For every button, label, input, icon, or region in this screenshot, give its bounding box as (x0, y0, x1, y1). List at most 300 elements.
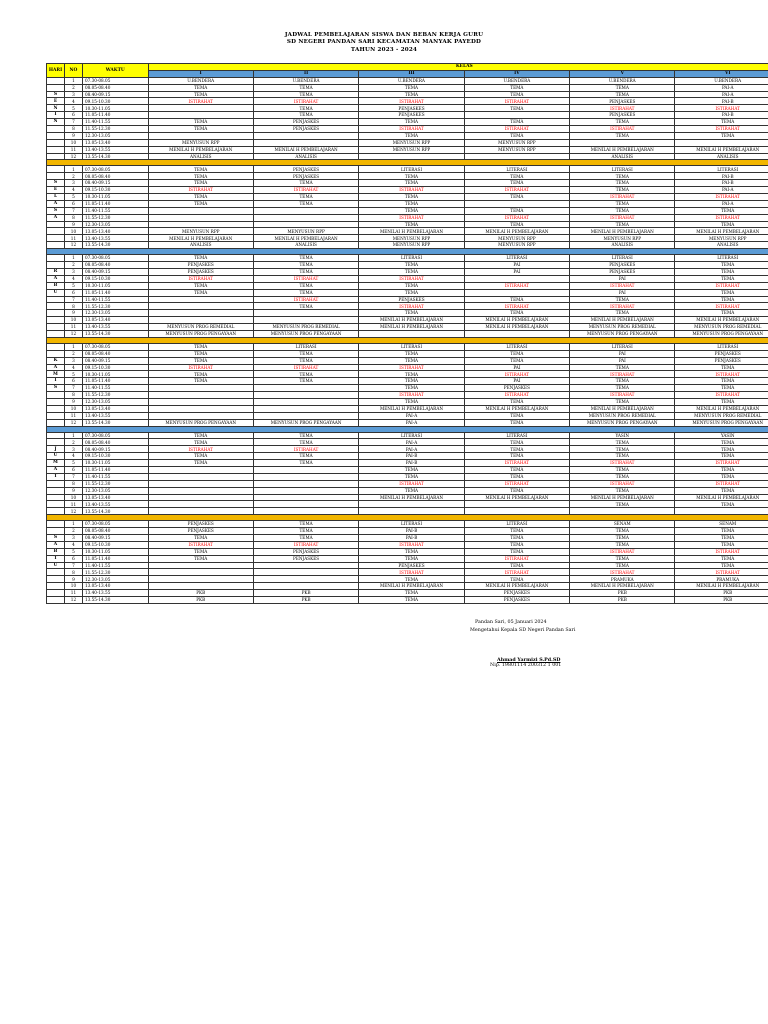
schedule-cell (148, 112, 253, 119)
day-letter (47, 576, 65, 583)
schedule-cell: TEMA (675, 487, 768, 494)
schedule-cell (253, 487, 358, 494)
schedule-cell: PENJASKES (570, 112, 675, 119)
schedule-cell: TEMA (675, 262, 768, 269)
schedule-cell: LITERASI (675, 343, 768, 350)
table-row (47, 317, 768, 324)
schedule-cell: U.BENDERA (148, 77, 253, 84)
period-number: 5 (64, 548, 82, 555)
schedule-cell (148, 562, 253, 569)
schedule-cell: MENILAI H PEMBELAJARAN (253, 235, 358, 242)
day-letter (47, 296, 65, 303)
period-time: 11.40-11.55 (82, 473, 148, 480)
schedule-cell: PAI-B (675, 173, 768, 180)
schedule-cell: PENJASKES (464, 385, 569, 392)
schedule-cell: ISTIRAHAT (570, 282, 675, 289)
schedule-cell: PENJASKES (359, 562, 464, 569)
period-time: 09.15-10.30 (82, 541, 148, 548)
schedule-cell: MENILAI H PEMBELAJARAN (359, 317, 464, 324)
schedule-cell (148, 132, 253, 139)
period-time: 11.55-12.30 (82, 214, 148, 221)
table-row (47, 180, 768, 187)
period-time: 07.30-08.05 (82, 432, 148, 439)
schedule-cell: TEMA (675, 398, 768, 405)
table-row (47, 112, 768, 119)
period-time: 12.30-13.05 (82, 132, 148, 139)
schedule-cell: MENILAI H PEMBELAJARAN (464, 228, 569, 235)
schedule-cell: ISTIRAHAT (359, 214, 464, 221)
table-row (47, 119, 768, 126)
period-number: 12 (64, 153, 82, 160)
table-row (47, 324, 768, 331)
schedule-cell (570, 508, 675, 515)
period-number: 4 (64, 541, 82, 548)
schedule-cell (253, 398, 358, 405)
schedule-cell: PRAMUKA (570, 576, 675, 583)
period-number: 7 (64, 296, 82, 303)
schedule-cell: PAI-B (359, 460, 464, 467)
schedule-cell: PAI-A (359, 419, 464, 426)
period-time: 13.55-14.30 (82, 419, 148, 426)
table-row (47, 535, 768, 542)
schedule-cell: SENAM (570, 521, 675, 528)
schedule-cell: ISTIRAHAT (359, 126, 464, 133)
schedule-cell: TEMA (253, 200, 358, 207)
schedule-cell: ANALISIS (253, 242, 358, 249)
schedule-cell: TEMA (464, 453, 569, 460)
schedule-cell: TEMA (359, 398, 464, 405)
schedule-cell: TEMA (464, 119, 569, 126)
table-row (47, 473, 768, 480)
schedule-cell: TEMA (148, 84, 253, 91)
period-time: 13.55-14.30 (82, 153, 148, 160)
period-number: 11 (64, 412, 82, 419)
schedule-cell (148, 583, 253, 590)
schedule-cell: ISTIRAHAT (675, 548, 768, 555)
period-number: 2 (64, 262, 82, 269)
schedule-cell: TEMA (464, 132, 569, 139)
table-row (47, 562, 768, 569)
schedule-cell: ISTIRAHAT (359, 364, 464, 371)
period-number: 12 (64, 330, 82, 337)
schedule-cell (359, 330, 464, 337)
schedule-cell (464, 275, 569, 282)
schedule-cell: U.BENDERA (359, 77, 464, 84)
period-number: 1 (64, 432, 82, 439)
schedule-cell: TEMA (464, 173, 569, 180)
period-number: 9 (64, 576, 82, 583)
schedule-cell (253, 385, 358, 392)
day-letter (47, 412, 65, 419)
schedule-cell (253, 412, 358, 419)
schedule-cell: TEMA (675, 207, 768, 214)
principal-name: Ahmad Yarmizi S.Pd.SD (497, 657, 561, 663)
schedule-cell: TEMA (359, 597, 464, 604)
schedule-cell: LITERASI (464, 166, 569, 173)
schedule-cell: MENYUSUN PROG PENGAYAAN (570, 419, 675, 426)
schedule-cell: TEMA (570, 180, 675, 187)
table-row (47, 583, 768, 590)
schedule-cell: ISTIRAHAT (464, 555, 569, 562)
schedule-cell: TEMA (253, 262, 358, 269)
schedule-cell: PAI-A (675, 84, 768, 91)
schedule-cell: LITERASI (359, 343, 464, 350)
schedule-cell: ISTIRAHAT (253, 541, 358, 548)
day-letter (47, 439, 65, 446)
day-letter: B (47, 282, 65, 289)
period-number: 6 (64, 289, 82, 296)
hari-header: HARI (47, 64, 65, 78)
schedule-cell: TEMA (675, 473, 768, 480)
period-time: 11.05-11.40 (82, 200, 148, 207)
schedule-cell: PENJASKES (359, 296, 464, 303)
day-letter (47, 262, 65, 269)
schedule-cell: TEMA (359, 84, 464, 91)
schedule-cell: PRAMUKA (675, 576, 768, 583)
class-header-4: IV (464, 70, 569, 77)
schedule-cell: PENJASKES (675, 357, 768, 364)
period-time: 12.30-13.05 (82, 221, 148, 228)
period-number: 5 (64, 282, 82, 289)
schedule-cell: TEMA (359, 590, 464, 597)
period-time: 11.05-11.40 (82, 378, 148, 385)
period-number: 10 (64, 494, 82, 501)
schedule-cell: MENYUSUN RPP (148, 228, 253, 235)
day-letter (47, 330, 65, 337)
schedule-cell: MENILAI H PEMBELAJARAN (148, 146, 253, 153)
schedule-cell: PAI (464, 268, 569, 275)
schedule-cell: TEMA (675, 268, 768, 275)
schedule-cell: TEMA (148, 289, 253, 296)
day-letter (47, 398, 65, 405)
period-time: 13.40-13.55 (82, 146, 148, 153)
day-letter (47, 521, 65, 528)
day-letter (47, 173, 65, 180)
schedule-cell: TEMA (359, 310, 464, 317)
day-letter: U (47, 289, 65, 296)
day-letter (47, 139, 65, 146)
period-time: 09.15-10.30 (82, 453, 148, 460)
period-time: 13.40-13.55 (82, 501, 148, 508)
schedule-cell: TEMA (253, 255, 358, 262)
table-row (47, 343, 768, 350)
schedule-cell: MENILAI H PEMBELAJARAN (359, 405, 464, 412)
schedule-cell (253, 480, 358, 487)
day-letter: S (47, 207, 65, 214)
schedule-cell: PAI-A (675, 91, 768, 98)
day-letter: A (47, 275, 65, 282)
period-number: 6 (64, 555, 82, 562)
schedule-cell (253, 132, 358, 139)
day-letter (47, 432, 65, 439)
day-letter: S (47, 385, 65, 392)
schedule-cell: TEMA (570, 487, 675, 494)
period-time: 08.40-09.15 (82, 180, 148, 187)
schedule-cell: ISTIRAHAT (675, 282, 768, 289)
schedule-cell: ISTIRAHAT (253, 275, 358, 282)
schedule-cell: ISTIRAHAT (148, 98, 253, 105)
schedule-cell: ISTIRAHAT (253, 296, 358, 303)
schedule-cell: TEMA (148, 378, 253, 385)
period-number: 4 (64, 453, 82, 460)
schedule-cell: TEMA (675, 501, 768, 508)
schedule-cell: PAI-B (359, 528, 464, 535)
schedule-cell (253, 473, 358, 480)
schedule-cell: TEMA (570, 378, 675, 385)
period-number: 12 (64, 597, 82, 604)
schedule-cell: TEMA (253, 112, 358, 119)
period-number: 4 (64, 364, 82, 371)
table-row (47, 228, 768, 235)
table-row (47, 139, 768, 146)
table-row (47, 350, 768, 357)
table-row (47, 439, 768, 446)
schedule-cell: ISTIRAHAT (359, 541, 464, 548)
schedule-cell: MENILAI H PEMBELAJARAN (675, 583, 768, 590)
schedule-cell: TEMA (570, 439, 675, 446)
schedule-cell: TEMA (464, 562, 569, 569)
table-row (47, 207, 768, 214)
day-letter: E (47, 187, 65, 194)
period-time: 13.05-13.40 (82, 405, 148, 412)
day-letter: M (47, 371, 65, 378)
schedule-cell: LITERASI (675, 255, 768, 262)
schedule-cell: ISTIRAHAT (148, 541, 253, 548)
schedule-cell: TEMA (464, 473, 569, 480)
schedule-cell: PAI-B (675, 112, 768, 119)
schedule-cell: MENYUSUN RPP (253, 228, 358, 235)
period-number: 10 (64, 317, 82, 324)
day-letter (47, 166, 65, 173)
schedule-cell: MENILAI H PEMBELAJARAN (253, 146, 358, 153)
schedule-cell: PKB (253, 590, 358, 597)
schedule-cell (148, 487, 253, 494)
schedule-cell: TEMA (359, 487, 464, 494)
period-time: 11.55-12.30 (82, 569, 148, 576)
period-number: 1 (64, 343, 82, 350)
schedule-cell: MENYUSUN PROG REMEDIAL (570, 324, 675, 331)
schedule-cell: PAI (464, 262, 569, 269)
day-letter (47, 494, 65, 501)
schedule-cell (359, 501, 464, 508)
schedule-cell (253, 214, 358, 221)
period-number: 2 (64, 350, 82, 357)
period-number: 7 (64, 119, 82, 126)
table-row (47, 357, 768, 364)
day-letter (47, 317, 65, 324)
period-time: 10.30-11.05 (82, 194, 148, 201)
period-number: 3 (64, 180, 82, 187)
schedule-cell: MENILAI H PEMBELAJARAN (675, 405, 768, 412)
schedule-cell (148, 501, 253, 508)
schedule-cell: ISTIRAHAT (570, 126, 675, 133)
period-time: 08.05-08.40 (82, 439, 148, 446)
schedule-cell: ISTIRAHAT (253, 446, 358, 453)
table-row (47, 268, 768, 275)
schedule-cell: TEMA (570, 528, 675, 535)
schedule-cell: TEMA (253, 460, 358, 467)
schedule-cell: TEMA (359, 173, 464, 180)
period-number: 1 (64, 77, 82, 84)
schedule-cell: ISTIRAHAT (359, 480, 464, 487)
schedule-cell: TEMA (359, 119, 464, 126)
period-time: 10.30-11.05 (82, 460, 148, 467)
period-time: 08.05-08.40 (82, 262, 148, 269)
schedule-cell: TEMA (359, 262, 464, 269)
schedule-cell: TEMA (253, 268, 358, 275)
schedule-cell: MENYUSUN RPP (359, 146, 464, 153)
schedule-cell: ISTIRAHAT (570, 371, 675, 378)
period-time: 11.05-11.40 (82, 289, 148, 296)
schedule-cell: TEMA (570, 207, 675, 214)
schedule-cell: ISTIRAHAT (464, 371, 569, 378)
period-number: 3 (64, 357, 82, 364)
schedule-cell: TEMA (675, 528, 768, 535)
schedule-cell: TEMA (148, 350, 253, 357)
period-number: 5 (64, 105, 82, 112)
period-time: 09.15-10.30 (82, 275, 148, 282)
schedule-cell: TEMA (464, 535, 569, 542)
period-time: 13.40-13.55 (82, 412, 148, 419)
schedule-cell (253, 466, 358, 473)
schedule-cell: TEMA (148, 555, 253, 562)
schedule-cell: TEMA (148, 255, 253, 262)
schedule-cell: SENAM (675, 521, 768, 528)
table-row (47, 303, 768, 310)
schedule-cell: TEMA (675, 275, 768, 282)
schedule-cell: PENJASKES (148, 268, 253, 275)
schedule-cell: MENYUSUN RPP (464, 139, 569, 146)
schedule-cell: PENJASKES (148, 528, 253, 535)
day-letter (47, 392, 65, 399)
table-row (47, 187, 768, 194)
table-row (47, 84, 768, 91)
schedule-cell: TEMA (359, 378, 464, 385)
schedule-cell: LITERASI (253, 343, 358, 350)
period-number: 10 (64, 139, 82, 146)
schedule-cell: TEMA (675, 221, 768, 228)
period-number: 11 (64, 235, 82, 242)
schedule-cell: ANALISIS (148, 153, 253, 160)
schedule-cell: TEMA (359, 207, 464, 214)
day-letter: A (47, 364, 65, 371)
schedule-cell: PENJASKES (570, 98, 675, 105)
period-time: 08.40-09.15 (82, 91, 148, 98)
table-row (47, 576, 768, 583)
schedule-cell: TEMA (359, 132, 464, 139)
period-time: 12.30-13.05 (82, 576, 148, 583)
schedule-cell: TEMA (464, 548, 569, 555)
day-letter: S (47, 180, 65, 187)
schedule-cell: TEMA (148, 282, 253, 289)
schedule-cell: TEMA (359, 91, 464, 98)
class-header-5: V (570, 70, 675, 77)
schedule-cell: TEMA (148, 126, 253, 133)
period-number: 11 (64, 501, 82, 508)
schedule-cell (148, 412, 253, 419)
table-row (47, 98, 768, 105)
period-time: 07.30-08.05 (82, 521, 148, 528)
table-row (47, 242, 768, 249)
day-letter: A (47, 200, 65, 207)
period-number: 10 (64, 228, 82, 235)
period-time: 08.40-09.15 (82, 268, 148, 275)
period-time: 11.55-12.30 (82, 480, 148, 487)
day-letter (47, 303, 65, 310)
table-row (47, 289, 768, 296)
day-letter: I (47, 378, 65, 385)
schedule-cell: MENILAI H PEMBELAJARAN (359, 494, 464, 501)
table-row (47, 508, 768, 515)
schedule-cell: MENYUSUN RPP (464, 235, 569, 242)
schedule-cell (148, 576, 253, 583)
day-letter: A (47, 541, 65, 548)
schedule-cell: PENJASKES (570, 268, 675, 275)
day-letter (47, 480, 65, 487)
period-time: 11.55-12.30 (82, 392, 148, 399)
schedule-cell: TEMA (675, 555, 768, 562)
schedule-cell: MENILAI H PEMBELAJARAN (359, 228, 464, 235)
schedule-cell: ANALISIS (570, 153, 675, 160)
period-time: 13.55-14.30 (82, 242, 148, 249)
period-time: 13.40-13.55 (82, 590, 148, 597)
schedule-cell: MENYUSUN RPP (359, 139, 464, 146)
schedule-cell: MENYUSUN PROG PENGAYAAN (675, 419, 768, 426)
schedule-cell: MENYUSUN RPP (464, 146, 569, 153)
period-number: 9 (64, 221, 82, 228)
schedule-cell: PAI-B (675, 180, 768, 187)
schedule-cell (148, 207, 253, 214)
schedule-cell (253, 139, 358, 146)
schedule-cell: PKB (675, 597, 768, 604)
period-time: 13.40-13.55 (82, 324, 148, 331)
schedule-cell: PAI (464, 378, 569, 385)
period-number: 9 (64, 398, 82, 405)
period-number: 12 (64, 242, 82, 249)
schedule-cell (464, 153, 569, 160)
schedule-cell: ISTIRAHAT (359, 98, 464, 105)
period-time: 12.30-13.05 (82, 310, 148, 317)
schedule-cell (253, 317, 358, 324)
schedule-cell (148, 473, 253, 480)
table-row (47, 255, 768, 262)
schedule-cell: TEMA (148, 343, 253, 350)
schedule-cell: PKB (148, 597, 253, 604)
day-letter (47, 310, 65, 317)
schedule-cell: PKB (570, 590, 675, 597)
schedule-cell: ISTIRAHAT (464, 282, 569, 289)
class-header-row (47, 70, 768, 77)
period-number: 3 (64, 268, 82, 275)
day-letter (47, 77, 65, 84)
schedule-cell: PAI-A (359, 412, 464, 419)
schedule-cell: TEMA (253, 371, 358, 378)
schedule-cell: TEMA (570, 501, 675, 508)
schedule-cell: PENJASKES (253, 119, 358, 126)
schedule-cell: TEMA (253, 378, 358, 385)
schedule-cell (253, 392, 358, 399)
class-header-6: VI (675, 70, 768, 77)
schedule-cell: MENILAI H PEMBELAJARAN (675, 494, 768, 501)
schedule-cell: ISTIRAHAT (570, 105, 675, 112)
schedule-cell: TEMA (148, 357, 253, 364)
schedule-cell: TEMA (148, 371, 253, 378)
table-row (47, 597, 768, 604)
schedule-cell (570, 139, 675, 146)
table-row (47, 487, 768, 494)
period-number: 1 (64, 255, 82, 262)
day-letter: L (47, 194, 65, 201)
